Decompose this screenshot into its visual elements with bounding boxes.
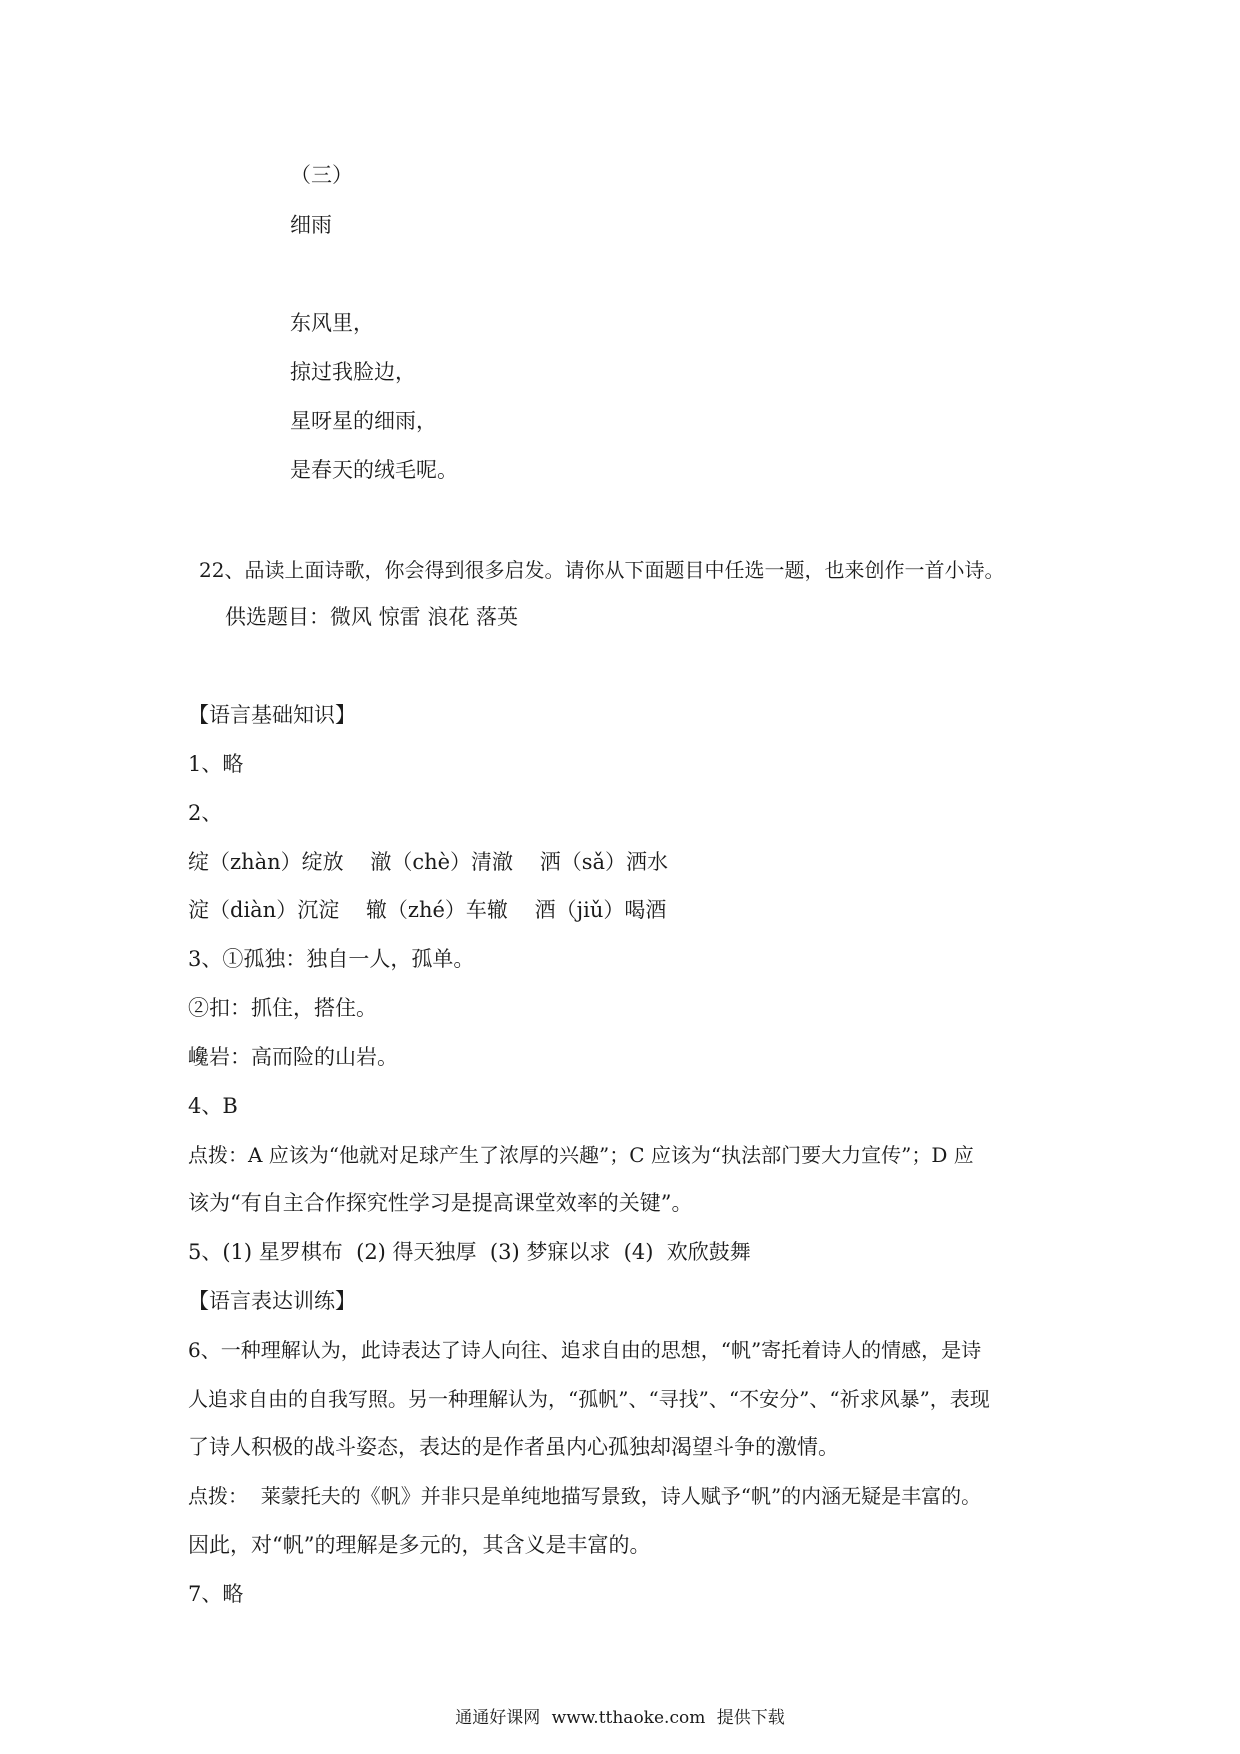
footer-url-link[interactable]: www.tthaoke.com: [551, 1708, 706, 1728]
answer-6-line-1: 6、一种理解认为，此诗表达了诗人向往、追求自由的思想，“帆”寄托着诗人的情感，是诗: [188, 1338, 982, 1362]
answer-4-hint-line-1: 点拨：A 应该为“他就对足球产生了浓厚的兴趣”；C 应该为“执法部门要大力宣传”；D 应: [188, 1143, 974, 1167]
footer-note: 提供下载: [716, 1708, 785, 1728]
answer-4-hint-line-2: 该为“有自主合作探究性学习是提高课堂效率的关键”。: [188, 1191, 693, 1215]
page-footer: [0, 1703, 1240, 1728]
poem-line: 星呀星的细雨，: [290, 409, 437, 433]
footer-site-name: 通通好课网: [455, 1708, 541, 1728]
poem-line: 是春天的绒毛呢。: [290, 458, 458, 482]
answer-2: 2、: [188, 801, 223, 825]
question-22-options: 供选题目：微风 惊雷 浪花 落英: [225, 605, 519, 629]
answer-1: 1、略: [188, 752, 244, 776]
answer-6-line-2: 人追求自由的自我写照。另一种理解认为，“孤帆”、“寻找”、“不安分”、“祈求风暴”，表现: [188, 1387, 990, 1411]
answer-4: 4、B: [188, 1094, 238, 1118]
answer-3-line-2: ②扣：抓住，搭住。: [188, 996, 377, 1020]
answer-5: 5、(1) 星罗棋布 (2) 得天独厚 (3) 梦寐以求 (4) 欢欣鼓舞: [188, 1240, 751, 1264]
answer-7: 7、略: [188, 1582, 244, 1606]
poem-line: 掠过我脸边，: [290, 360, 416, 384]
answer-6-hint-line-1: 点拨： 莱蒙托夫的《帆》并非只是单纯地描写景致，诗人赋予“帆”的内涵无疑是丰富的。: [188, 1484, 982, 1508]
question-22-text: 22、品读上面诗歌，你会得到很多启发。请你从下面题目中任选一题，也来创作一首小诗。: [199, 558, 1005, 582]
poem-section-label: （三）: [290, 163, 353, 187]
answer-2-row-1: 绽（zhàn）绽放 澈（chè）清澈 洒（sǎ）洒水: [188, 850, 669, 874]
answer-3-line-1: 3、①孤独：独自一人，孤单。: [188, 947, 475, 971]
answer-6-line-3: 了诗人积极的战斗姿态，表达的是作者虽内心孤独却渴望斗争的激情。: [188, 1435, 839, 1459]
answer-3-line-3: 巉岩：高而险的山岩。: [188, 1045, 398, 1069]
answer-6-hint-line-2: 因此，对“帆”的理解是多元的，其含义是丰富的。: [188, 1533, 651, 1557]
poem-title: 细雨: [290, 213, 332, 237]
poem-line: 东风里，: [290, 311, 374, 335]
section-heading-language-basics: 【语言基础知识】: [188, 703, 356, 727]
section-heading-expression: 【语言表达训练】: [188, 1289, 356, 1313]
answer-2-row-2: 淀（diàn）沉淀 辙（zhé）车辙 酒（jiǔ）喝酒: [188, 898, 667, 922]
